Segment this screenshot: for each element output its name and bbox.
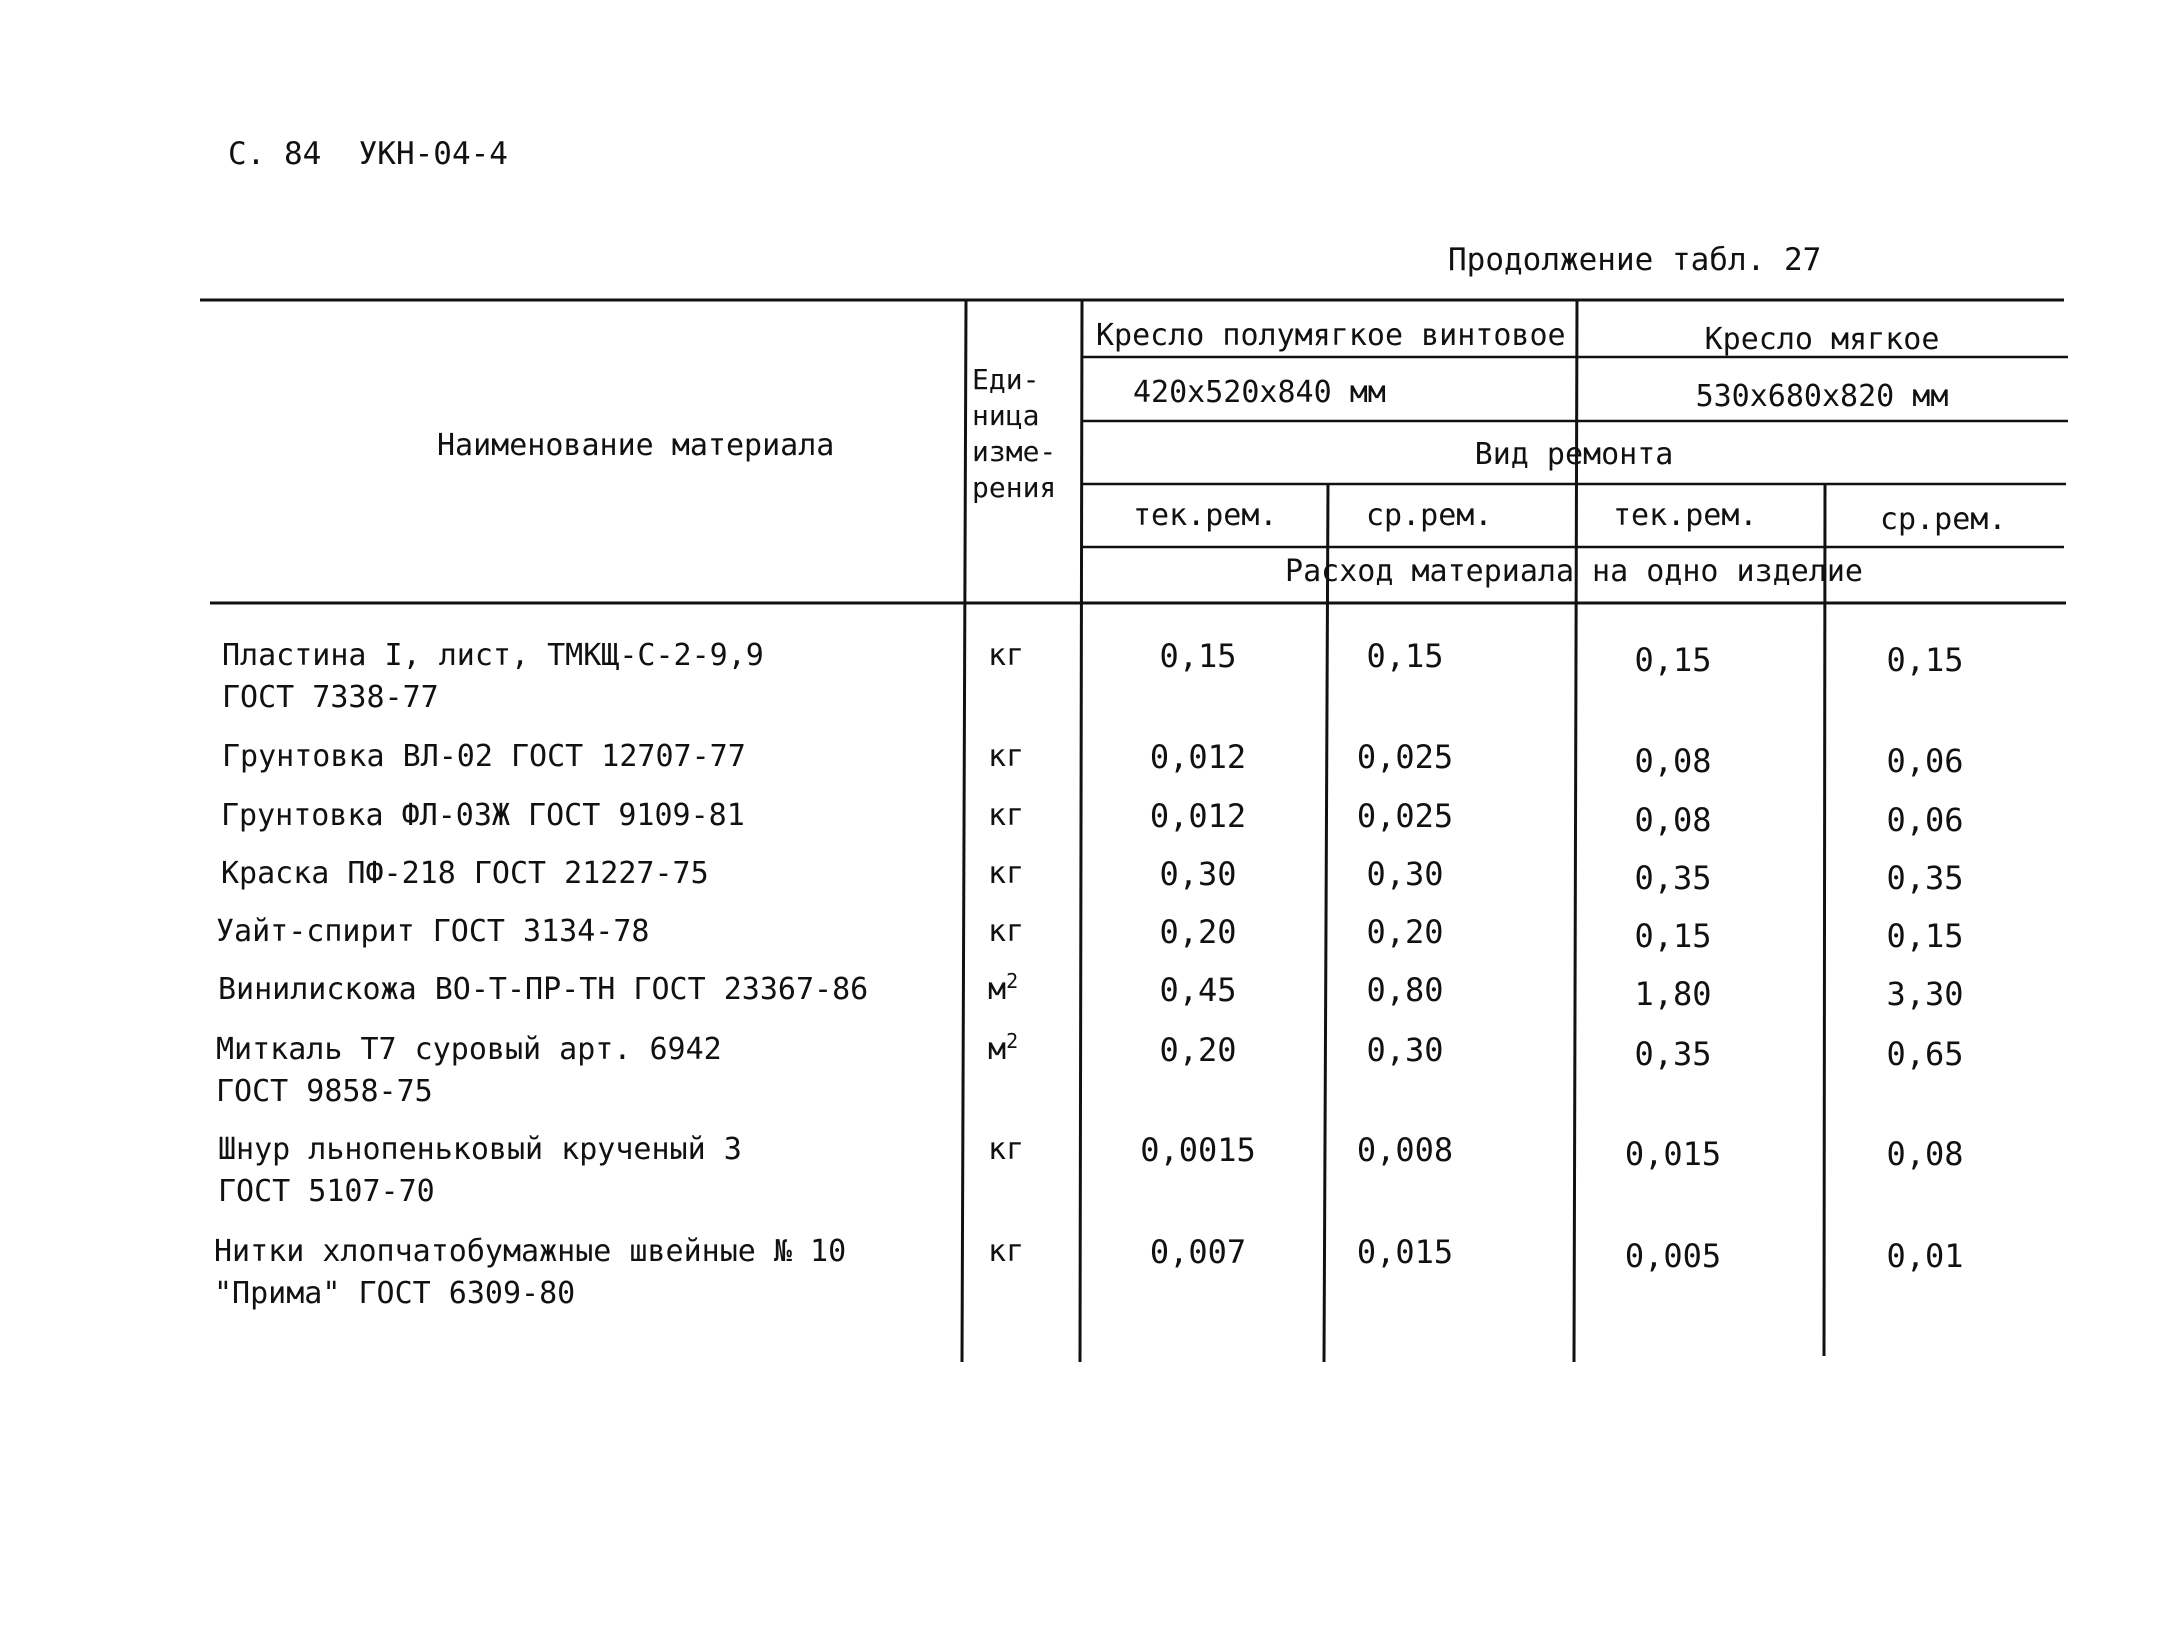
value-cell: 0,20 xyxy=(1159,1031,1237,1069)
value-cell: 0,15 xyxy=(1366,637,1444,675)
unit-text: кг xyxy=(988,739,1025,774)
value-cell: 0,35 xyxy=(1886,859,1964,897)
unit-header xyxy=(972,360,1056,508)
unit-text: кг xyxy=(988,1132,1025,1167)
value-cell: 0,30 xyxy=(1366,855,1444,893)
unit-text: м xyxy=(988,972,1007,1007)
value-cell: 0,01 xyxy=(1886,1237,1964,1275)
value-cell: 0,45 xyxy=(1159,971,1237,1009)
value-cell: 0,35 xyxy=(1634,859,1712,897)
value-cell: 0,007 xyxy=(1149,1233,1247,1271)
value-cell: 0,015 xyxy=(1624,1135,1722,1173)
value-cell: 0,015 xyxy=(1356,1233,1454,1271)
value-cell: 0,80 xyxy=(1366,971,1444,1009)
value-cell: 0,08 xyxy=(1634,742,1712,780)
unit-cell xyxy=(988,970,1018,1010)
material-name-cell: Грунтовка ФЛ-03Ж ГОСТ 9109-81 xyxy=(221,798,745,833)
unit-cell xyxy=(988,912,1024,952)
value-cell: 0,65 xyxy=(1886,1035,1964,1073)
unit-cell xyxy=(988,1232,1024,1272)
value-cell: 0,15 xyxy=(1886,641,1964,679)
product2-name: Кресло мягкое xyxy=(1704,322,1940,357)
product1-name: Кресло полумягкое винтовое xyxy=(1096,318,1566,353)
unit-text: м xyxy=(988,1032,1007,1067)
value-cell: 0,08 xyxy=(1886,1135,1964,1173)
unit-header-line: рения xyxy=(972,471,1057,504)
value-cell: 0,15 xyxy=(1886,917,1964,955)
repair-col1-header: тек.рем. xyxy=(1133,498,1278,533)
value-cell: 0,08 xyxy=(1634,801,1712,839)
unit-cell xyxy=(988,796,1024,836)
unit-cell xyxy=(988,1130,1024,1170)
value-cell: 0,20 xyxy=(1159,913,1237,951)
material-name-cell: Грунтовка ВЛ-02 ГОСТ 12707-77 xyxy=(222,739,746,774)
material-name-cell: Пластина I, лист, ТМКЩ-С-2-9,9 xyxy=(222,638,764,673)
unit-text: кг xyxy=(988,1234,1025,1269)
repair-col3-header: тек.рем. xyxy=(1613,498,1758,533)
material-name-cell: "Прима" ГОСТ 6309-80 xyxy=(214,1276,576,1311)
unit-superscript: 2 xyxy=(1006,1029,1019,1053)
product2-size: 530x680x820 мм xyxy=(1695,379,1949,414)
unit-header-line: изме- xyxy=(972,435,1057,468)
unit-cell xyxy=(988,737,1024,777)
value-cell: 3,30 xyxy=(1886,975,1964,1013)
value-cell: 1,80 xyxy=(1634,975,1712,1013)
unit-text: кг xyxy=(988,638,1025,673)
repair-col2-header: ср.рем. xyxy=(1366,498,1493,533)
unit-superscript: 2 xyxy=(1006,969,1019,993)
material-name-cell: Уайт-спирит ГОСТ 3134-78 xyxy=(216,914,650,949)
material-name-cell: Шнур льнопеньковый крученый 3 xyxy=(218,1132,742,1167)
material-name-cell: Нитки хлопчатобумажные швейные № 10 xyxy=(214,1234,847,1269)
unit-header-line: Еди- xyxy=(972,363,1040,396)
value-cell: 0,012 xyxy=(1149,738,1247,776)
value-cell: 0,15 xyxy=(1634,917,1712,955)
value-cell: 0,0015 xyxy=(1140,1131,1256,1169)
value-cell: 0,30 xyxy=(1159,855,1237,893)
value-cell: 0,025 xyxy=(1356,797,1454,835)
material-name-cell: ГОСТ 7338-77 xyxy=(222,680,439,715)
unit-header-line: ница xyxy=(972,399,1040,432)
consumption-header: Расход материала на одно изделие xyxy=(1285,554,1863,589)
material-name-cell: Миткаль Т7 суровый арт. 6942 xyxy=(216,1032,722,1067)
material-name-cell: Краска ПФ-218 ГОСТ 21227-75 xyxy=(221,856,709,891)
value-cell: 0,008 xyxy=(1356,1131,1454,1169)
table-continuation-caption: Продолжение табл. 27 xyxy=(1448,242,1822,278)
value-cell: 0,06 xyxy=(1886,742,1964,780)
unit-text: кг xyxy=(988,914,1025,949)
material-name-header: Наименование материала xyxy=(437,428,835,463)
value-cell: 0,025 xyxy=(1356,738,1454,776)
unit-cell xyxy=(988,636,1024,676)
value-cell: 0,15 xyxy=(1159,637,1237,675)
value-cell: 0,005 xyxy=(1624,1237,1722,1275)
value-cell: 0,20 xyxy=(1366,913,1444,951)
material-name-cell: ГОСТ 9858-75 xyxy=(216,1074,433,1109)
unit-text: кг xyxy=(988,856,1025,891)
unit-cell xyxy=(988,854,1024,894)
product1-size: 420x520x840 мм xyxy=(1133,375,1386,410)
value-cell: 0,012 xyxy=(1149,797,1247,835)
value-cell: 0,06 xyxy=(1886,801,1964,839)
page-header: С. 84 УКН-04-4 xyxy=(228,136,508,172)
value-cell: 0,35 xyxy=(1634,1035,1712,1073)
material-name-cell: Винилискожа ВО-Т-ПР-ТН ГОСТ 23367-86 xyxy=(218,972,869,1007)
repair-type-header: Вид ремонта xyxy=(1474,437,1674,472)
value-cell: 0,30 xyxy=(1366,1031,1444,1069)
unit-cell xyxy=(988,1030,1018,1070)
unit-text: кг xyxy=(988,798,1025,833)
repair-col4-header: ср.рем. xyxy=(1880,502,2007,537)
material-name-cell: ГОСТ 5107-70 xyxy=(218,1174,435,1209)
value-cell: 0,15 xyxy=(1634,641,1712,679)
vline-unit-left xyxy=(962,300,966,1362)
